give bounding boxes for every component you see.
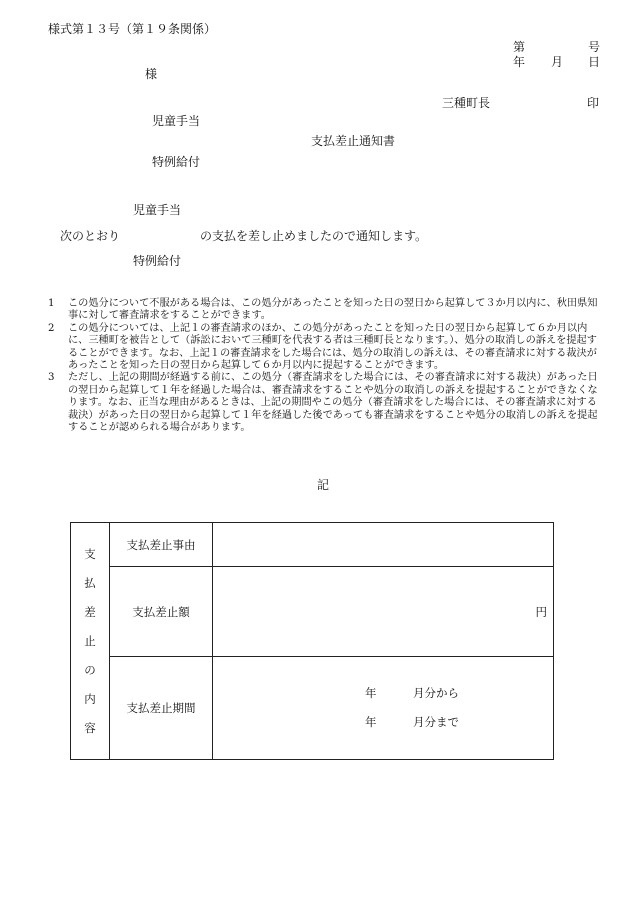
body-prefix: 次のとおり: [60, 229, 121, 243]
vertical-header-char: 払: [84, 575, 96, 590]
period-from-month: 月分から: [413, 686, 459, 700]
document-title: 支払差止通知書: [311, 134, 396, 148]
note-text: ただし、上記の期間が経過する前に、この処分（審査請求をした場合には、その審査請求に対する裁決）があった日の翌日から起算して１年を経過した場合は、審査請求をすることや処分の取消しの訴えを提起することができなくなります。なお、正当な理由があるときは、上記の期間やこの処分（審査請求をした場合には、その審査請求に対する裁決）があった日の翌日から起算して１年を経過した後であっても審査請求をすることや処分の取消しの訴えを提起することが認められる場合があります。: [68, 372, 598, 434]
title-line-child-allowance: 児童手当: [152, 114, 201, 128]
suspension-period-label: 支払差止期間: [110, 657, 213, 760]
sender-name: 三種町長: [442, 96, 491, 110]
title-line-special-benefit: 特例給付: [152, 155, 201, 169]
notes-section: [48, 298, 600, 434]
table-row: [71, 523, 554, 567]
note-number: 2: [48, 322, 55, 334]
body-line-special-benefit: 特例給付: [133, 254, 182, 268]
body-line-child-allowance: 児童手当: [133, 203, 182, 217]
period-from-year: 年: [365, 686, 377, 700]
vertical-header-char: 支: [84, 546, 96, 561]
suspension-amount-value[interactable]: [213, 567, 554, 657]
yen-unit: 円: [535, 604, 547, 619]
vertical-header-char: 内: [84, 691, 96, 706]
suspension-reason-value[interactable]: [213, 523, 554, 567]
vertical-header-char: 止: [84, 633, 96, 648]
suspension-reason-label: 支払差止事由: [110, 523, 213, 567]
period-to-month: 月分まで: [413, 715, 459, 729]
period-from: [365, 685, 459, 701]
vertical-header-cell: [71, 523, 110, 760]
note-number: 3: [48, 372, 55, 384]
date-day-label: 日: [588, 55, 601, 69]
suspension-amount-label: 支払差止額: [110, 567, 213, 657]
suspension-period-value[interactable]: [213, 657, 554, 760]
note-item: [48, 298, 600, 323]
document-number-prefix: 第: [513, 40, 526, 54]
date-year-label: 年: [513, 55, 526, 69]
period-to-year: 年: [365, 715, 377, 729]
note-text: この処分について不服がある場合は、この処分があったことを知った日の翌日から起算して３か月以内に、秋田県知事に対して審査請求をすることができます。: [68, 298, 598, 322]
suspension-details-table: [70, 522, 554, 760]
note-item: [48, 372, 600, 434]
table-row: [71, 657, 554, 760]
vertical-header-char: の: [84, 662, 96, 677]
body-suffix: の支払を差し止めましたので通知します。: [200, 229, 428, 243]
addressee-suffix: 様: [145, 67, 158, 81]
period-to: [365, 714, 459, 730]
table-row: [71, 567, 554, 657]
date-month-label: 月: [551, 55, 564, 69]
document-number-suffix: 号: [588, 40, 601, 54]
vertical-header-char: 差: [84, 604, 96, 619]
form-number: 様式第１３号（第１９条関係）: [48, 22, 217, 36]
ki-heading: 記: [317, 478, 330, 492]
vertical-header-char: 容: [84, 720, 96, 735]
seal-mark: 印: [587, 96, 600, 110]
note-number: 1: [48, 298, 55, 309]
note-text: この処分については、上記１の審査請求のほか、この処分があったことを知った日の翌日から起算して６か月以内に、三種町を被告として（訴訟において三種町を代表する者は三種町長となります。）、処分の取消しの訴えを提起することができます。なお、上記１の審査請求をした場合には、処分の取消しの訴えは、その審査請求に対する裁決があったことを知った日の翌日から起算して６か月以内に提起することができます。: [68, 322, 597, 372]
note-item: [48, 323, 600, 373]
